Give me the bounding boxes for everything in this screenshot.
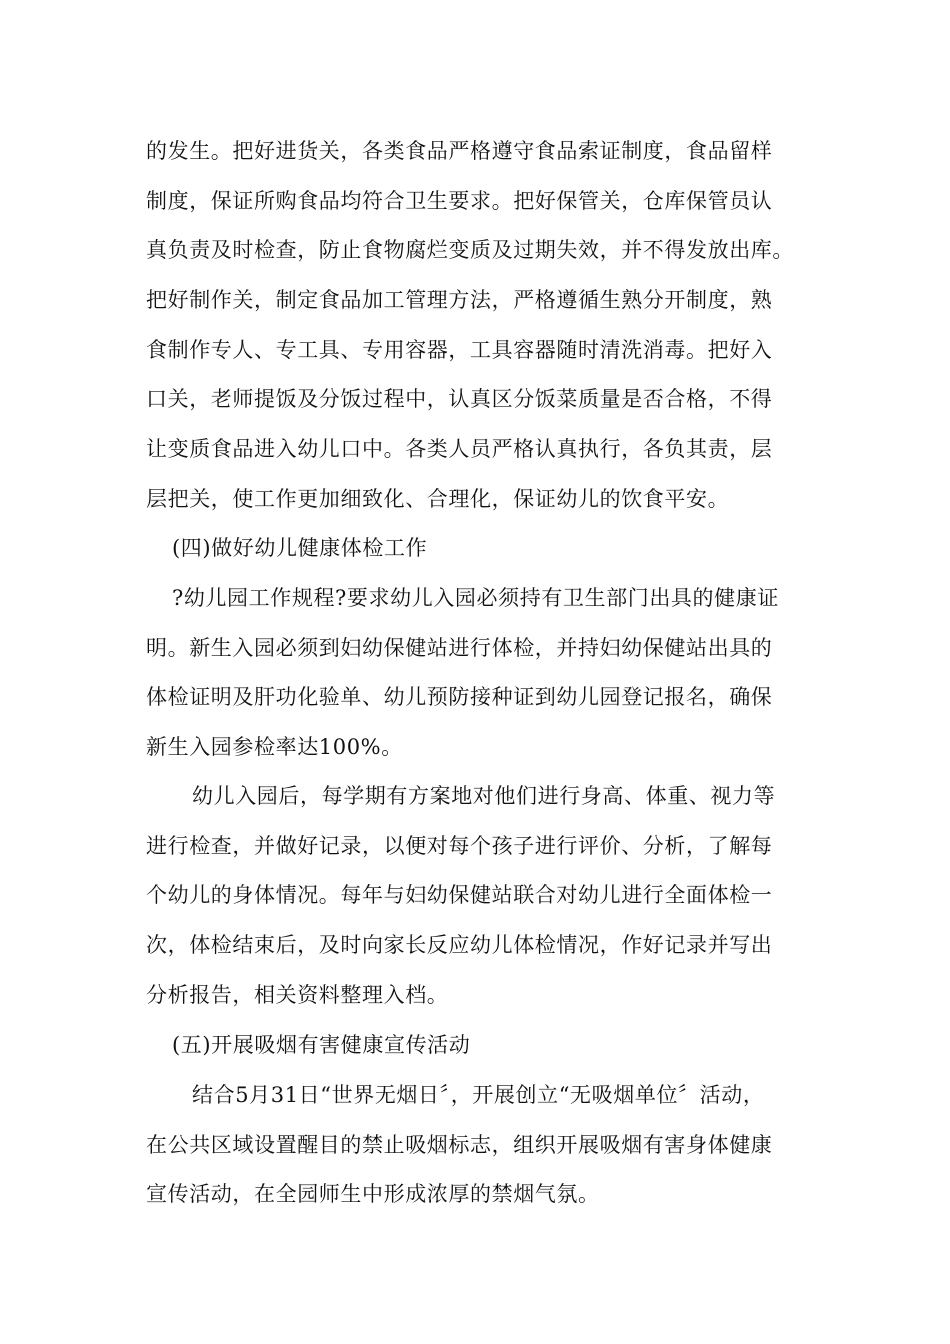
- text-line: ?幼儿园工作规程?要求幼儿入园必须持有卫生部门出具的健康证: [172, 586, 779, 610]
- paragraph-food-safety: [146, 127, 826, 525]
- text-line: 个幼儿的身体情况。每年与妇幼保健站联合对幼儿进行全面体检一: [146, 883, 773, 908]
- text-line: 在公共区域设置醒目的禁止吸烟标志，组织开展吸烟有害身体健康: [146, 1132, 773, 1157]
- text-line: 食制作专人、专工具、专用容器，工具容器随时清洗消毒。把好入: [146, 337, 773, 362]
- text-line: 分析报告，相关资料整理入档。: [146, 982, 449, 1007]
- text-line: 把好制作关，制定食品加工管理方法，严格遵循生熟分开制度，熟: [146, 288, 773, 313]
- text-line: 幼儿入园后，每学期有方案地对他们进行身高、体重、视力等: [192, 784, 776, 808]
- section-heading: (五)开展吸烟有害健康宣传活动: [172, 1033, 471, 1057]
- section-heading-4: [146, 524, 826, 574]
- paragraph-physical-exam: [146, 772, 826, 1020]
- text-line: 体检证明及肝功化验单、幼儿预防接种证到幼儿园登记报名，确保: [146, 685, 773, 710]
- text-line: 口关，老师提饭及分饭过程中，认真区分饭菜质量是否合格，不得: [146, 387, 773, 412]
- text-line: 次，体检结束后，及时向家长反应幼儿体检情况，作好记录并写出: [146, 933, 773, 958]
- text-line: 的发生。把好进货关，各类食品严格遵守食品索证制度，食品留样: [146, 139, 773, 163]
- text-line: 层把关，使工作更加细致化、合理化，保证幼儿的饮食平安。: [146, 486, 730, 511]
- text-line: 让变质食品进入幼儿口中。各类人员严格认真执行，各负其责，层: [146, 437, 773, 462]
- text-line: 宣传活动，在全园师生中形成浓厚的禁烟气氛。: [146, 1182, 600, 1207]
- paragraph-no-smoking: [146, 1071, 826, 1220]
- text-line: 真负责及时检查，防止食物腐烂变质及过期失效，并不得发放出库。: [146, 238, 794, 263]
- text-line: 结合5月31日“世界无烟日〞，开展创立“无吸烟单位〞活动，: [192, 1083, 765, 1107]
- text-line: 新生入园参检率达100%。: [146, 735, 403, 760]
- section-heading: (四)做好幼儿健康体检工作: [172, 536, 428, 560]
- text-line: 明。新生入园必须到妇幼保健站进行体检，并持妇幼保健站出具的: [146, 635, 773, 660]
- paragraph-health-certificate: [146, 574, 826, 773]
- text-line: 进行检查，并做好记录，以便对每个孩子进行评价、分析，了解每: [146, 833, 773, 858]
- text-line: 制度，保证所购食品均符合卫生要求。把好保管关，仓库保管员认: [146, 188, 773, 213]
- section-heading-5: [146, 1021, 826, 1071]
